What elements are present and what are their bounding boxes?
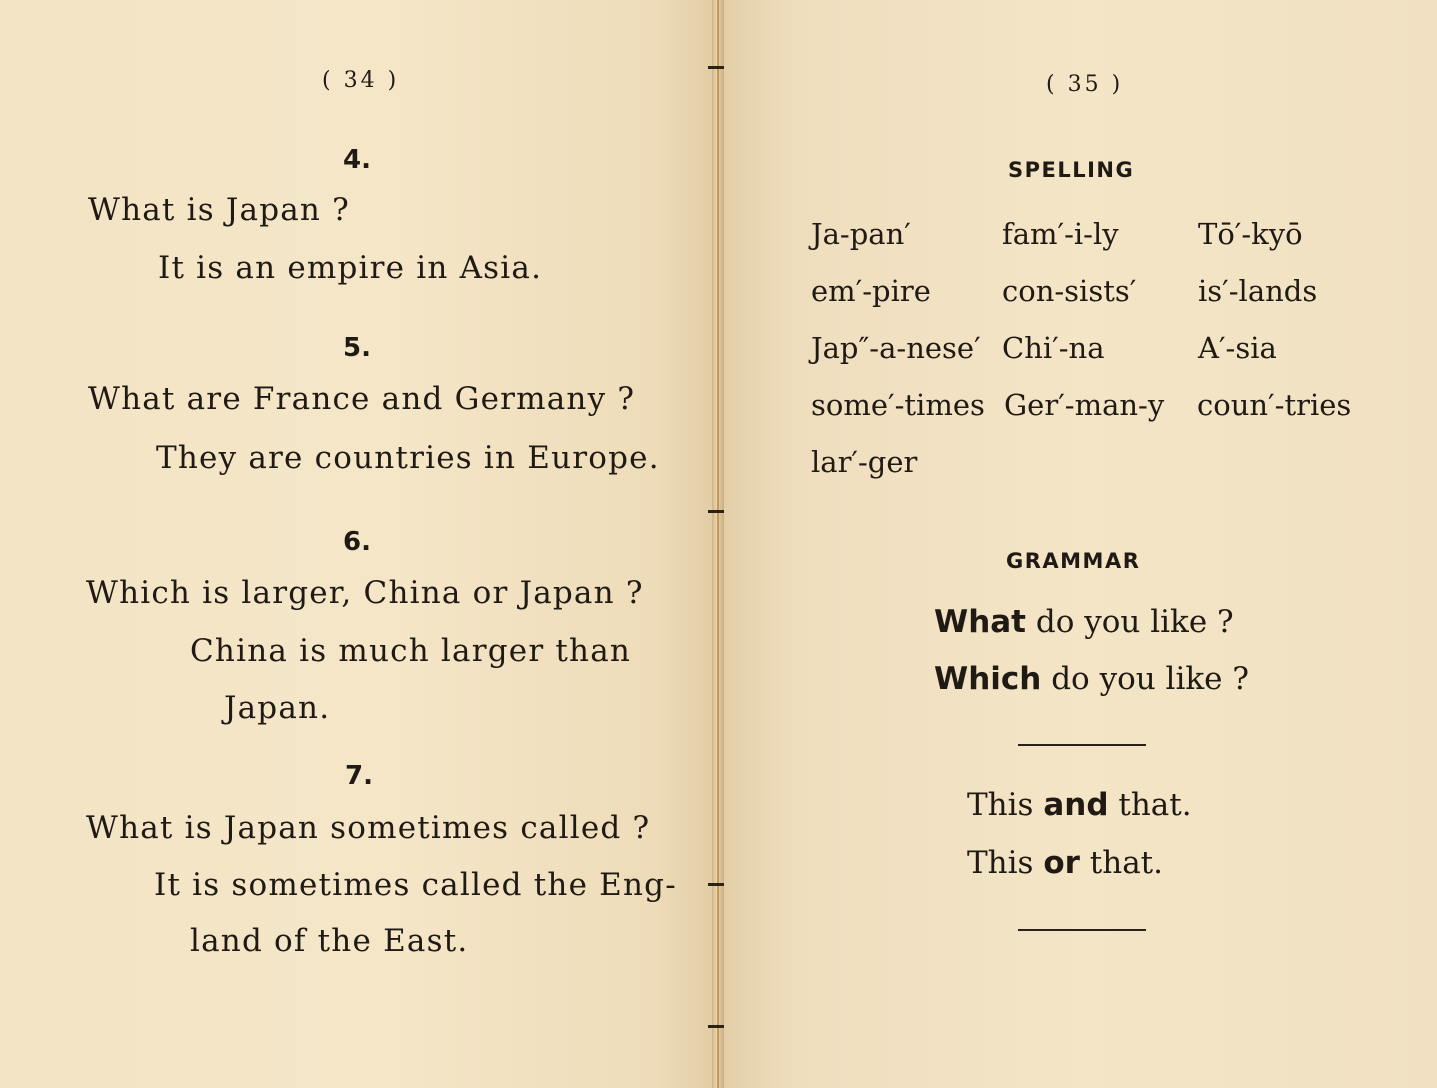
- spelling-word: Tō′-kyō: [1198, 217, 1303, 251]
- question-number: 7.: [345, 761, 373, 791]
- question-text: What are France and Germany ?: [88, 381, 636, 417]
- spelling-word: Ja-pan′: [811, 217, 911, 251]
- binding-thread: [717, 0, 719, 1088]
- divider-rule: [1018, 744, 1146, 746]
- grammar-keyword: Which: [934, 661, 1042, 697]
- grammar-example-rest: do you like ?: [1035, 604, 1234, 640]
- spelling-word: Jap″-a-nese′: [811, 331, 981, 365]
- grammar-keyword: What: [934, 604, 1027, 640]
- conjunction-start: This: [967, 787, 1034, 823]
- question-number: 6.: [343, 527, 371, 557]
- page-number-right: ( 35 ): [1046, 72, 1124, 97]
- page-number-left: ( 34 ): [322, 68, 400, 93]
- spelling-word: some′-times: [811, 388, 985, 422]
- question-text: Which is larger, China or Japan ?: [86, 575, 644, 611]
- answer-text: They are countries in Europe.: [156, 440, 660, 476]
- conjunction-end: that.: [1089, 845, 1163, 881]
- question-number: 4.: [343, 145, 371, 175]
- spelling-word: Chi′-na: [1002, 331, 1105, 365]
- spelling-word: Ger′-man-y: [1004, 388, 1165, 422]
- left-page: [0, 0, 712, 1088]
- conjunction-keyword: and: [1043, 787, 1109, 823]
- right-page: [724, 0, 1437, 1088]
- question-text: What is Japan ?: [88, 192, 350, 228]
- divider-rule: [1018, 929, 1146, 931]
- answer-text: It is sometimes called the Eng-: [154, 867, 677, 903]
- spelling-word: coun′-tries: [1197, 388, 1352, 422]
- conjunction-example: [967, 787, 1192, 823]
- answer-text: It is an empire in Asia.: [158, 250, 543, 286]
- conjunction-keyword: or: [1043, 845, 1080, 881]
- answer-text: land of the East.: [190, 923, 469, 959]
- grammar-heading: GRAMMAR: [1006, 549, 1141, 573]
- conjunction-start: This: [967, 845, 1034, 881]
- grammar-example-rest: do you like ?: [1051, 661, 1249, 697]
- question-number: 5.: [343, 333, 371, 363]
- spelling-word: em′-pire: [811, 274, 931, 308]
- answer-text: China is much larger than: [190, 633, 632, 669]
- spelling-word: A′-sia: [1198, 331, 1277, 365]
- spelling-word: lar′-ger: [811, 445, 918, 479]
- grammar-example: [934, 661, 1249, 697]
- spelling-word: is′-lands: [1198, 274, 1318, 308]
- grammar-example: [934, 604, 1234, 640]
- spelling-word: fam′-i-ly: [1002, 217, 1119, 251]
- spelling-word: con-sists′: [1002, 274, 1137, 308]
- spelling-heading: SPELLING: [1008, 158, 1135, 182]
- conjunction-example: [967, 845, 1163, 881]
- answer-text: Japan.: [224, 690, 331, 726]
- question-text: What is Japan sometimes called ?: [86, 810, 651, 846]
- conjunction-end: that.: [1118, 787, 1192, 823]
